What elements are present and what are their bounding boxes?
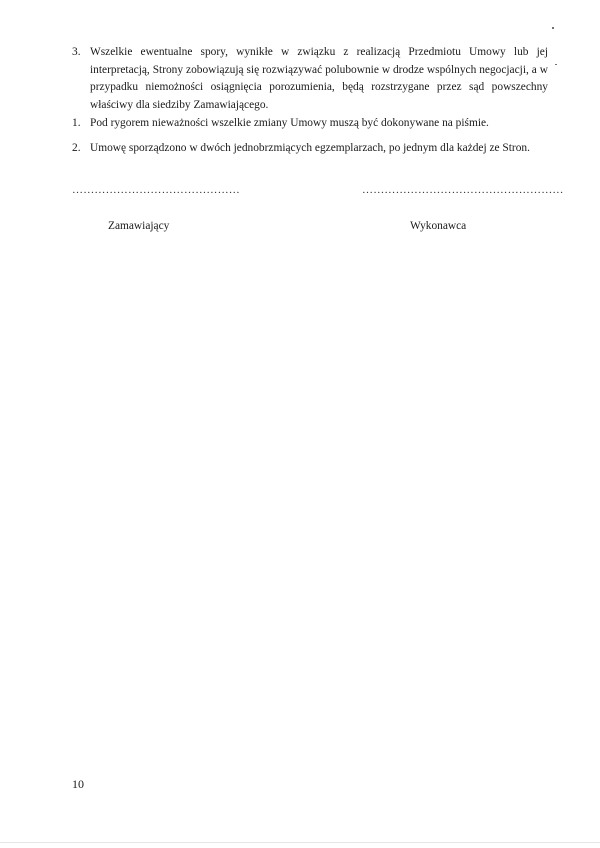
signature-label-left: Zamawiający [108,220,170,232]
clause-text: Umowę sporządzono w dwóch jednobrzmiących egzemplarzach, po jednym dla każdej ze Stron. [90,142,530,154]
clause-number: 2. [72,142,81,154]
clause-3 [72,44,548,116]
clause-number: 1. [72,117,81,129]
clause-text: Wszelkie ewentualne spory, wynikłe w związku z realizacją Przedmiotu Umowy lub jej interpretacją, Strony zobowiązują się rozwiązywać polubownie w drodze wspólnych negocjacji, a w przypadku niemożności osiągnięcia porozumienia, będą rozstrzygane przez sąd powszechny właściwy dla siedziby Zamawiającego. [90,46,548,111]
scan-edge-line [0,842,600,843]
page-number: 10 [72,777,84,791]
clause-number: 3. [72,46,81,58]
signature-line-right: ……………………………………………… [362,184,564,196]
signature-label-right: Wykonawca [410,220,467,232]
clause-text: Pod rygorem nieważności wszelkie zmiany Umowy muszą być dokonywane na piśmie. [90,117,489,129]
signature-line-left: ……………………………………… [72,184,240,196]
scan-speck [555,64,557,65]
scan-speck [552,27,554,29]
